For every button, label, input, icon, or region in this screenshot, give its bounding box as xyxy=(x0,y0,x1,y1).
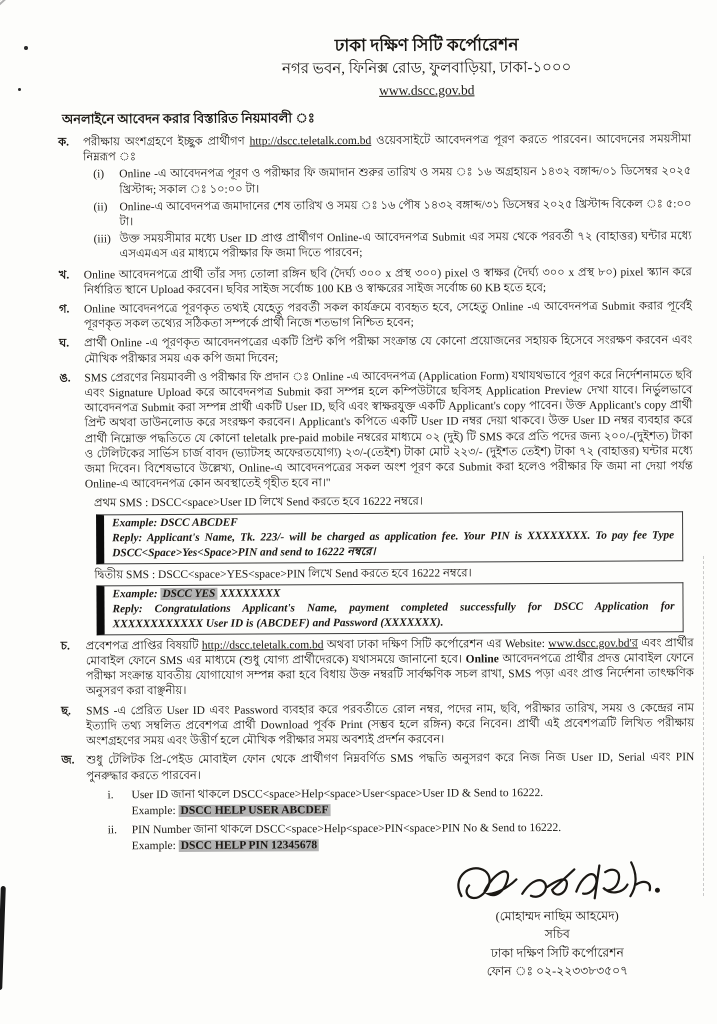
sms2-example-rest: XXXXXXXX xyxy=(217,587,281,600)
signature-block xyxy=(431,856,684,981)
rule-cha-text xyxy=(86,636,694,700)
org-website-link[interactable]: www.dscc.gov.bd xyxy=(379,82,475,98)
cha-mid2: এবং প্রার্থীর মোবাইল ফোনে SMS এর মাধ্যমে (শুধু যোগ্য প্রার্থীদেরকে) যথাসময়ে জানানো হবে। xyxy=(85,637,694,668)
rule-item-gha xyxy=(59,334,692,368)
example-label: Example: xyxy=(131,840,179,853)
signature-image xyxy=(444,856,670,913)
teletalk-url-link[interactable]: http://dscc.teletalk.com.bd xyxy=(201,639,324,652)
sms1-reply-text: Reply: Applicant's Name, Tk. 223/- will be charged as application fee. Your PIN is XXXXXXXX. To pay fee Type DSCC<Space>Yes<Space>PIN and send to 16222 নম্বরে। xyxy=(112,529,675,559)
recovery-pin-example xyxy=(132,837,562,855)
signatory-name: (মোহাম্মদ নাছিম আহমেদ) xyxy=(495,908,619,923)
rule-chha-text: SMS -এ প্রেরিত User ID এবং Password ব্যবহার করে পরবর্তীতে রোল নম্বর, পদের নাম, ছবি, পরীক্ষার তারিখ, সময় ও কেন্দ্রের নাম ইত্যাদি তথ্য সম্বলিত প্রবেশপত্র প্রার্থী Download পূর্বক Print (সম্ভব হলে রঙ্গিন) করে নিবেন। প্রার্থী এই প্রবেশপত্রটি লিখিত পরীক্ষায় অংশগ্রহণের সময় এবং উত্তীর্ণ হলে মৌখিক পরীক্ষার সময় অবশ্যই প্রদর্শন করবেন। xyxy=(86,701,695,748)
sms-instructions-block xyxy=(94,494,694,636)
rule-marker: ক. xyxy=(58,136,70,149)
rule-uno-text: SMS প্রেরণের নিয়মাবলী ও পরীক্ষার ফি প্রদান ঃ Online -এ আবেদনপত্র (Application Form) যথাযথভাবে পূরণ করে নির্দেশনামতে ছবি এবং Signature Upload করে আবেদনপত্র Submit করা সম্পন্ন হলে কম্পিউটারে ছবিসহ Application Preview দেখা যাবে। নির্ভুলভাবে আবেদনপত্র Submit করা সম্পন্ন প্রার্থী একটি User ID, ছবি এবং স্বাক্ষরযুক্ত একটি Applicant's copy পাবেন। উক্ত Applicant's copy প্রার্থী প্রিন্ট অথবা ডাউনলোড করে সংরক্ষণ করবেন। Applicant's কপিতে একটি User ID নম্বর দেয়া থাকবে। উক্ত User ID নম্বর ব্যবহার করে প্রার্থী নিম্নোক্ত পদ্ধতিতে যে কোনো teletalk pre-paid mobile নম্বরের মাধ্যমে ০২ (দুই) টি SMS করে প্রতি পদের জন্য ২০০/-(দুইশত) টাকা ও টেলিটকের সার্ভিস চার্জ বাবদ (ভ্যাটসহ অফেরতযোগ্য) ২৩/-(তেইশ) টাকা মোট ২২৩/- (দুইশত তেইশ) টাকা ৭২ (বাহাত্তর) ঘন্টার মধ্যে জমা দিবেন। বিশেষভাবে উল্লেখ্য, Online-এ আবেদনপত্রের সকল অংশ পূরণ করে Submit করা হলেও পরীক্ষার ফি জমা না দেয়া পর্যন্ত Online-এ আবেদনপত্র কোন অবস্থাতেই গৃহীত হবে না।" xyxy=(84,369,693,491)
sub-marker: (i) xyxy=(93,168,105,181)
rule-marker: ঙ. xyxy=(59,372,71,385)
timeline-fee-text: উক্ত সময়সীমার মধ্যে User ID প্রাপ্ত প্রার্থীগণ Online-এ আবেদনপত্র Submit এর সময় থেকে পরবর্তী ৭২ (বাহাত্তর) ঘন্টার মধ্যে এসএমএস এর মাধ্যমে পরীক্ষার ফি জমা দিতে পারবেন; xyxy=(119,230,692,261)
rule-marker: খ. xyxy=(58,269,70,282)
rule-ja-text: শুধু টেলিটক প্রি-পেইড মোবাইল ফোন থেকে প্রার্থীগণ নিম্নবর্ণিত SMS পদ্ধতি অনুসরণ করে নিজ নিজ User ID, Serial এবং PIN পুনরুদ্ধার করতে পারবেন। xyxy=(86,751,695,782)
cha-online-bold: Online xyxy=(465,653,499,666)
rule-gha-text: প্রার্থী Online -এ পূরণকৃত আবেদনপত্রের একটি প্রিন্ট কপি পরীক্ষা সংক্রান্ত যে কোনো প্রয়োজনের সহায়ক হিসেবে সংরক্ষণ করবেন এবং মৌখিক পরীক্ষার সময় এক কপি জমা দিবেন; xyxy=(84,334,693,366)
org-address: নগর ভবন, ফিনিক্স রোড, ফুলবাড়িয়া, ঢাকা-১০০০ xyxy=(281,59,572,78)
rule-ga-text: Online আবেদনপত্রে পূরণকৃত তথ্যই যেহেতু পরবর্তী সকল কার্যক্রমে ব্যবহৃত হবে, সেহেতু Online -এ আবেদনপত্র Submit করার পূর্বেই পূরণকৃত সকল তথ্যের সঠিকতা সম্পর্কে প্রার্থী নিজে শতভাগ নিশ্চিত হবেন; xyxy=(83,300,692,331)
example-label: Example: xyxy=(131,805,179,818)
sms-example-box-2 xyxy=(96,582,683,635)
rule-kha-text: Online আবেদনপত্রে প্রার্থী তাঁর সদ্য তোলা রঙ্গিন ছবি (দৈর্ঘ্য ৩০০ x প্রস্থ ৩০০) pixel ও স্বাক্ষর (দৈর্ঘ্য ৩০০ x প্রস্থ ৮০) pixel স্ক্যান করে নির্ধারিত স্থানে Upload করবেন। ছবির সাইজ সর্বোচ্চ 100 KB ও স্বাক্ষরের সাইজ সর্বোচ্চ 60 KB হতে হবে; xyxy=(83,265,692,297)
timeline-item xyxy=(94,229,692,263)
rule-marker: ঘ. xyxy=(59,337,70,351)
rule-item-ga xyxy=(59,299,692,333)
highlighted-sms-command: DSCC HELP PIN 12345678 xyxy=(180,839,318,853)
rule-item-ka xyxy=(58,132,692,264)
rule-marker: জ. xyxy=(61,754,75,767)
signatory-title: সচিব xyxy=(544,927,570,942)
org-name: ঢাকা দক্ষিণ সিটি কর্পোরেশন xyxy=(334,35,519,56)
rule-ka-text xyxy=(83,132,691,166)
recovery-marker: ii. xyxy=(107,823,117,837)
timeline-end-text: Online-এ আবেদনপত্র জমাদানের শেষ তারিখ ও সময় ঃ ১৬ পৌষ ১৪৩২ বঙ্গাব্দ/৩১ ডিসেম্বর ২০২৫ খ্রিস্টাব্দ বিকেল ঃ ৫:০০ টা। xyxy=(119,198,692,229)
recovery-userid-example xyxy=(132,802,544,820)
rule-item-ja xyxy=(61,751,694,785)
sms2-reply-text: Reply: Congratulations Applicant's Name, payment completed successfully for DSCC Application for XXXXXXXXXXXX User ID is (ABCDEF) and Password (XXXXXXX). xyxy=(112,600,675,631)
sms-example-box-1 xyxy=(96,511,683,564)
sub-marker: (ii) xyxy=(93,201,108,214)
recovery-marker: i. xyxy=(107,788,114,802)
signatory-phone: ফোন ঃ ০২-২২৩৩৮৩৫০৭ xyxy=(486,963,629,979)
timeline-start-text: Online -এ আবেদনপত্র পূরণ ও পরীক্ষার ফি জমাদান শুরুর তারিখ ও সময় ঃ ১৬ অগ্রহায়ন ১৪৩২ বঙ্গাব্দ/০১ ডিসেম্বর ২০২৫ খ্রিস্টাব্দ; সকাল ঃ ১০:০০ টা। xyxy=(119,165,692,196)
sms1-example-text: Example: DSCC ABCDEF xyxy=(112,516,238,529)
rule-marker: চ. xyxy=(60,640,70,653)
instructions-heading: অনলাইনে আবেদন করার বিস্তারিত নিয়মাবলী ঃ xyxy=(61,110,315,127)
rule-item-uno xyxy=(59,368,693,493)
dscc-url-link[interactable]: www.dscc.gov.bd'র xyxy=(548,637,638,650)
rule-ka-post: ওয়েবসাইটে আবেদনপত্র পূরণ করতে পারবেন। আবেদনের সময়সীমা নিম্নরূপ ঃ xyxy=(83,133,692,164)
highlighted-sms-command: DSCC YES xyxy=(162,587,216,600)
teletalk-url-link[interactable]: http://dscc.teletalk.com.bd xyxy=(249,134,372,148)
first-sms-instruction: প্রথম SMS : DSCC<space>User ID লিখে Send করতে হবে 16222 নম্বরে। xyxy=(93,496,423,510)
highlighted-sms-command: DSCC HELP USER ABCDEF xyxy=(180,804,329,818)
rule-marker: গ. xyxy=(58,303,70,316)
timeline-item xyxy=(93,165,691,199)
rule-item-cha xyxy=(61,636,694,700)
cha-rest: আবেদনপত্রে প্রার্থীর প্রদত্ত মোবাইল ফোনে পরীক্ষা সংক্রান্ত যাবতীয় যোগাযোগ সম্পন্ন করা হবে বিধায় উক্ত নম্বরটি সার্বক্ষণিক সচল রাখা, SMS পড়া এবং প্রাপ্ত নির্দেশনা তাৎক্ষণিক অনুসরণ করা বাঞ্ছনীয়। xyxy=(85,652,694,698)
recovery-pin-text: PIN Number জানা থাকলে DSCC<space>Help<space>PIN<space>PIN No & Send to 16222. xyxy=(131,821,562,836)
recovery-item-userid xyxy=(107,785,694,820)
document-header xyxy=(166,32,688,101)
sms2-example-label: Example: xyxy=(112,587,161,601)
rule-ka-pre: পরীক্ষায় অংশগ্রহণে ইচ্ছুক প্রার্থীগণ xyxy=(83,135,250,149)
signatory-org: ঢাকা দক্ষিণ সিটি কর্পোরেশন xyxy=(490,945,624,961)
rule-item-chha xyxy=(61,701,694,750)
rule-item-kha xyxy=(59,265,692,299)
cha-mid1: অথবা ঢাকা দক্ষিণ সিটি কর্পোরেশন এর Website: xyxy=(323,637,549,652)
rule-marker: ছ. xyxy=(61,705,71,718)
recovery-item-pin xyxy=(108,820,695,855)
second-sms-instruction: দ্বিতীয় SMS : DSCC<space>YES<space>PIN লিখে Send করতে হবে 16222 নম্বরে। xyxy=(94,567,472,582)
timeline-item xyxy=(93,197,691,231)
sub-marker: (iii) xyxy=(93,233,111,246)
recovery-userid-text: User ID জানা থাকলে DSCC<space>Help<space>User<space>User ID & Send to 16222. xyxy=(131,786,544,801)
document-content xyxy=(0,32,717,983)
cha-pre: প্রবেশপত্র প্রাপ্তির বিষয়টি xyxy=(85,639,202,653)
